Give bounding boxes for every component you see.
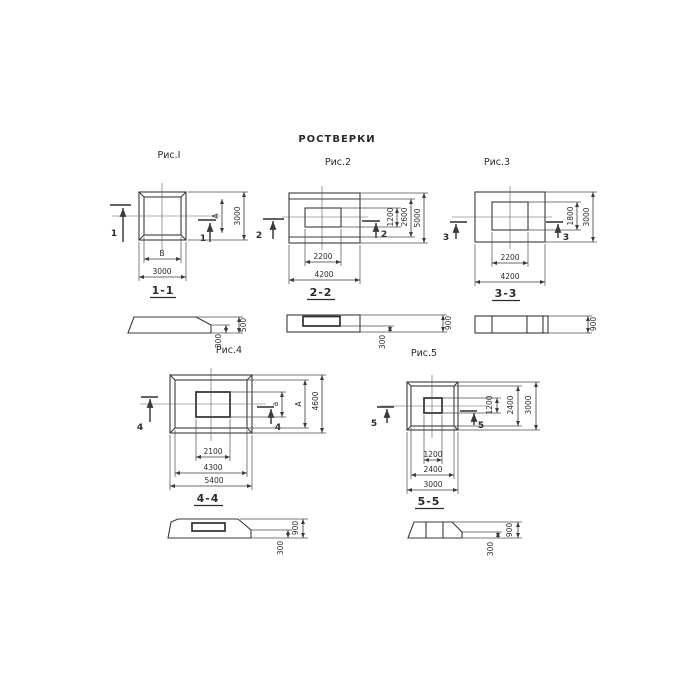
- cut-number-left: 2: [255, 231, 263, 241]
- centerlines: [380, 375, 487, 438]
- dim-section-height: 900: [589, 316, 598, 332]
- section-profile: [168, 519, 251, 538]
- figure-3-cut-marks: [443, 222, 569, 243]
- plan-opening: [305, 208, 341, 227]
- dim-section-edge: 300: [378, 334, 387, 350]
- figure-1: [110, 150, 248, 348]
- dim-inner-height: 1800: [566, 206, 575, 226]
- section-joints: [426, 522, 443, 538]
- section-profile: [128, 317, 211, 333]
- section-profile: [408, 522, 462, 538]
- figure-2-section-caption: 2-2: [309, 286, 333, 299]
- figure-2: [256, 157, 453, 349]
- figure-5-cut-marks: [371, 407, 484, 431]
- figure-5: [371, 348, 540, 556]
- dim-inner-height: 1200: [386, 207, 395, 227]
- figure-2-cut-marks: [256, 219, 387, 241]
- cut-number-right: 4: [274, 423, 282, 433]
- figure-3-dimensions: [475, 192, 597, 286]
- figure-4-section-view: [168, 519, 308, 555]
- dim-inner-width-label: В: [159, 249, 165, 258]
- cut-number-left: 3: [442, 233, 450, 243]
- dim-section-height: 900: [291, 520, 300, 536]
- section-profile: [475, 316, 548, 333]
- figure-1-section-caption: 1-1: [151, 284, 175, 297]
- dim-mid-height: 2600: [400, 207, 409, 227]
- figure-5-section-caption: 5-5: [417, 495, 441, 508]
- dim-plan-width: 4200: [314, 270, 334, 279]
- figure-4-section-caption: 4-4: [196, 492, 220, 505]
- dim-inner-height-label: А: [211, 213, 220, 219]
- dim-mid-height-label: А: [294, 401, 303, 407]
- dim-inner-width: 1200: [423, 450, 443, 459]
- dim-plan-height: 3000: [524, 395, 533, 415]
- figure-4-caption: Рис.4: [215, 345, 243, 356]
- centerlines: [282, 186, 368, 250]
- dim-plan-width: 4200: [500, 272, 520, 281]
- figure-3-section-caption: 3-3: [494, 287, 518, 300]
- cut-number-right: 1: [199, 234, 207, 244]
- plan-opening: [424, 398, 442, 413]
- dim-inner-width: 2100: [203, 447, 223, 456]
- dim-section-height: 900: [505, 522, 514, 538]
- figure-5-caption: Рис.5: [410, 348, 438, 359]
- centerlines: [452, 186, 552, 249]
- dim-mid-width: 2400: [423, 465, 443, 474]
- dim-plan-width: 3000: [423, 480, 443, 489]
- dim-mid-height: 2400: [506, 395, 515, 415]
- section-recess: [303, 317, 340, 327]
- figure-5-plan: [380, 375, 487, 438]
- cut-number-left: 1: [110, 229, 118, 239]
- dim-section-edge: 300: [214, 333, 223, 349]
- extension-lines: [475, 192, 597, 286]
- dim-section-height: 900: [444, 315, 453, 331]
- plan-opening: [196, 392, 230, 417]
- extension-lines: [340, 315, 447, 332]
- cut-number-right: 3: [562, 233, 570, 243]
- section-profile: [287, 315, 360, 332]
- dim-plan-height: 3000: [233, 206, 242, 226]
- figure-4: [137, 345, 326, 555]
- section-slot: [192, 523, 225, 531]
- cut-number-left: 5: [370, 419, 378, 429]
- figure-2-dimensions: [289, 193, 428, 284]
- plan-flange-lines: [289, 199, 360, 237]
- dim-mid-width: 4300: [203, 463, 223, 472]
- section-joints: [492, 316, 543, 333]
- dim-inner-height-label: a: [271, 401, 280, 407]
- plan-outline: [289, 193, 360, 243]
- figure-5-section-view: [408, 522, 522, 556]
- figure-1-caption: Рис.I: [157, 150, 181, 161]
- dim-plan-width: 3000: [152, 267, 172, 276]
- dim-inner-width: 2200: [313, 252, 333, 261]
- dim-plan-height: 3000: [582, 207, 591, 227]
- cut-number-right: 5: [477, 421, 485, 431]
- sheet-title: РОСТВЕРКИ: [298, 134, 376, 145]
- figure-3-section-view: [475, 316, 598, 333]
- dim-plan-width: 5400: [204, 476, 224, 485]
- dim-section-edge: 300: [276, 540, 285, 556]
- extension-lines: [548, 316, 592, 333]
- figure-3-plan: [452, 186, 552, 249]
- figure-1-cut-marks: [110, 205, 216, 244]
- cut-number-left: 4: [136, 423, 144, 433]
- figure-3: [443, 157, 598, 333]
- dim-section-height: 500: [239, 317, 248, 333]
- figure-2-plan: [282, 186, 368, 250]
- dim-inner-height: 1200: [485, 395, 494, 415]
- figure-1-section-view: [128, 317, 248, 348]
- figure-3-caption: Рис.3: [483, 157, 511, 168]
- extension-lines: [196, 317, 243, 333]
- figure-2-section-view: [287, 315, 453, 349]
- cut-number-right: 2: [380, 230, 388, 240]
- figure-2-caption: Рис.2: [324, 157, 352, 168]
- extension-lines: [289, 193, 428, 284]
- figure-1-dimensions: [139, 192, 248, 281]
- dim-plan-height: 4600: [311, 391, 320, 411]
- dim-section-edge: 300: [486, 541, 495, 557]
- dim-inner-width: 2200: [500, 253, 520, 262]
- dim-plan-height: 5000: [413, 208, 422, 228]
